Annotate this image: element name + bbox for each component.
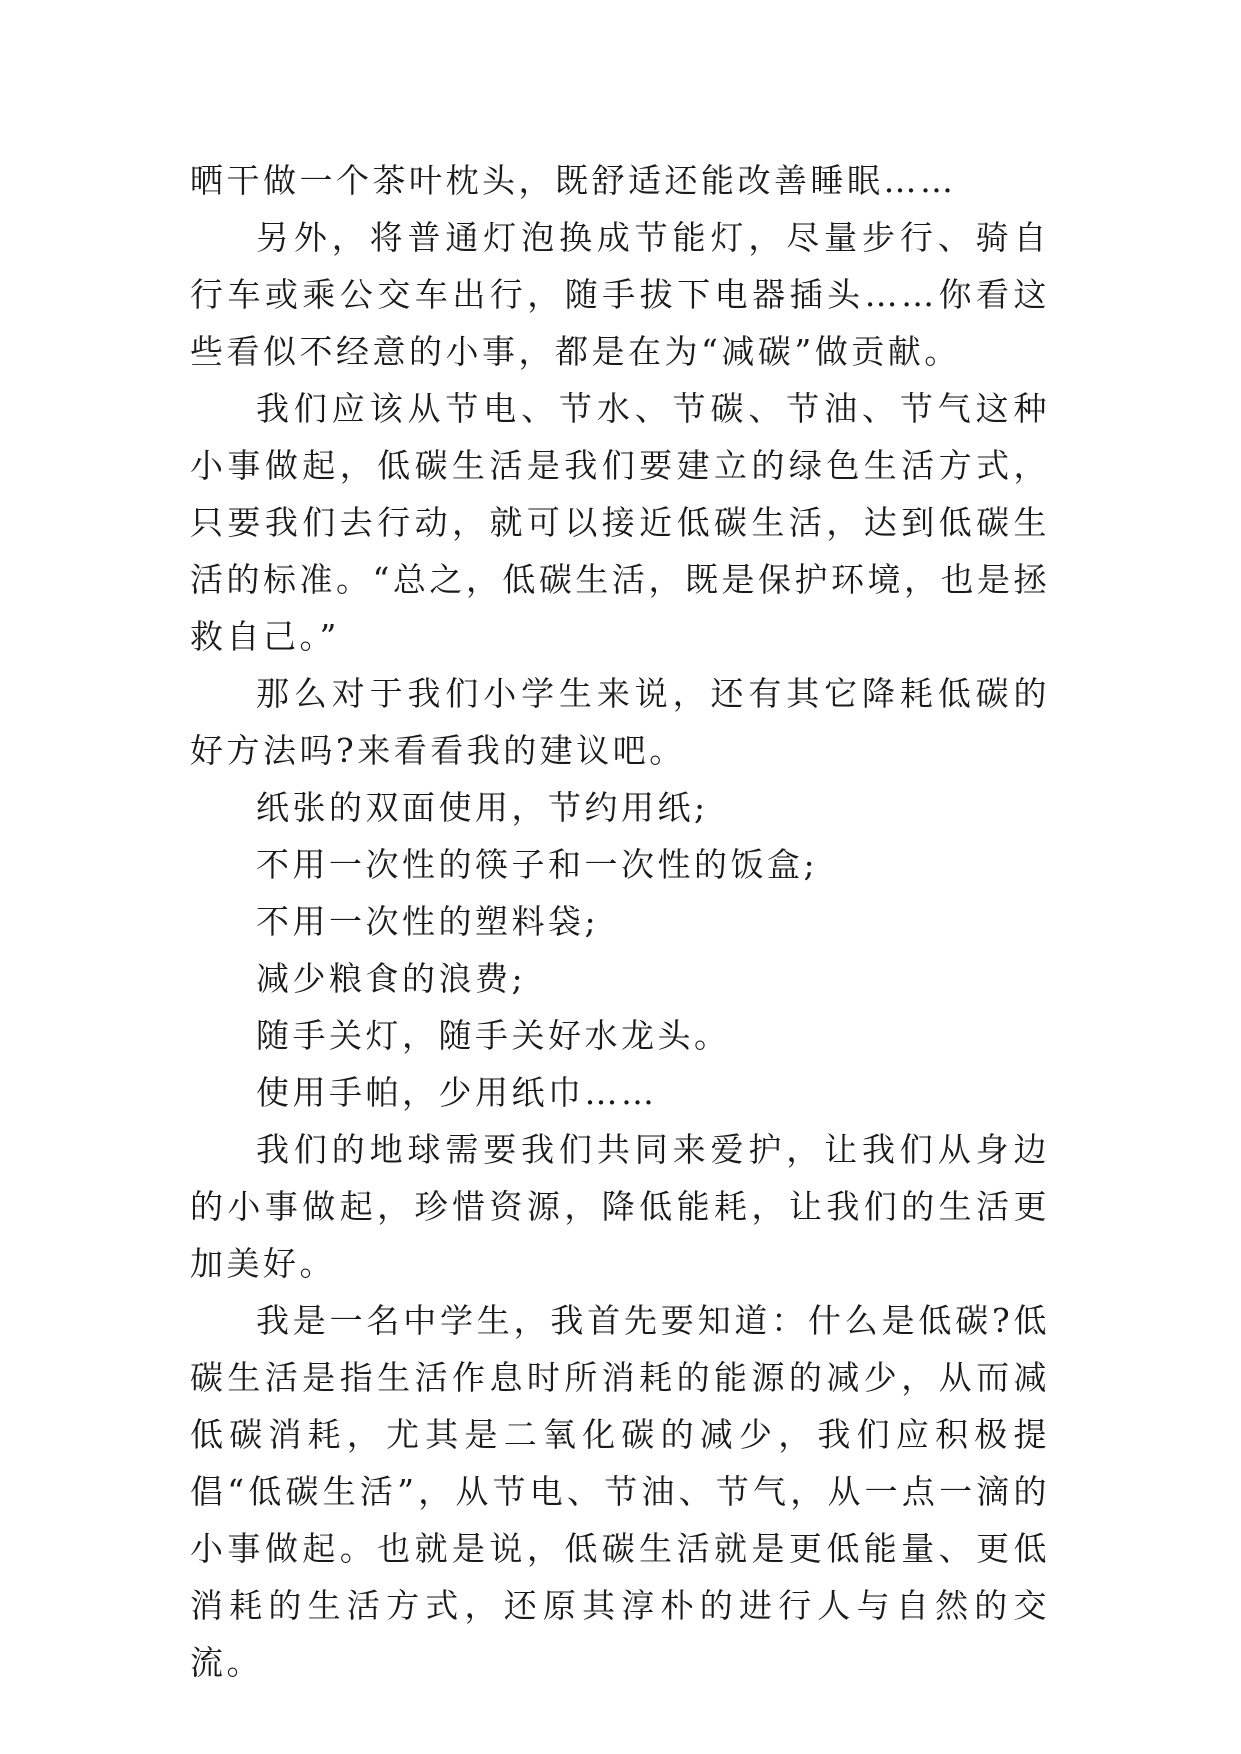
paragraph-middle-school: 我是一名中学生，我首先要知道：什么是低碳?低碳生活是指生活作息时所消耗的能源的减少，从而减低碳消耗，尤其是二氧化碳的减少，我们应积极提倡“低碳生活”，从节电、节油、节气，从一点一滴的小事做起。也就是说，低碳生活就是更低能量、更低消耗的生活方式，还原其淳朴的进行人与自然的交流。 (190, 1301, 1050, 1682)
list-item-handkerchief: 使用手帕，少用纸巾…… (256, 1073, 658, 1112)
paragraph-3: 我们应该从节电、节水、节碳、节油、节气这种小事做起，低碳生活是我们要建立的绿色生活方式，只要我们去行动，就可以接近低碳生活，达到低碳生活的标准。“总之，低碳生活，既是保护环境，也是拯救自己。” (190, 389, 1050, 656)
paragraph-2: 另外，将普通灯泡换成节能灯，尽量步行、骑自行车或乘公交车出行，随手拔下电器插头……你看这些看似不经意的小事，都是在为“减碳”做贡献。 (190, 218, 1050, 371)
paragraph-1: 晒干做一个茶叶枕头，既舒适还能改善睡眠…… (190, 161, 957, 200)
list-item-chopsticks: 不用一次性的筷子和一次性的饭盒; (256, 845, 819, 884)
list-item-lights-water: 随手关灯，随手关好水龙头。 (256, 1016, 731, 1055)
list-item-plastic-bags: 不用一次性的塑料袋; (256, 902, 600, 941)
list-item-food: 减少粮食的浪费; (256, 959, 527, 998)
paragraph-earth: 我们的地球需要我们共同来爱护，让我们从身边的小事做起，珍惜资源，降低能耗，让我们的生活更加美好。 (190, 1130, 1050, 1283)
document-body (190, 152, 1050, 1691)
list-item-paper: 纸张的双面使用，节约用纸; (256, 788, 709, 827)
paragraph-4: 那么对于我们小学生来说，还有其它降耗低碳的好方法吗?来看看我的建议吧。 (190, 674, 1050, 770)
